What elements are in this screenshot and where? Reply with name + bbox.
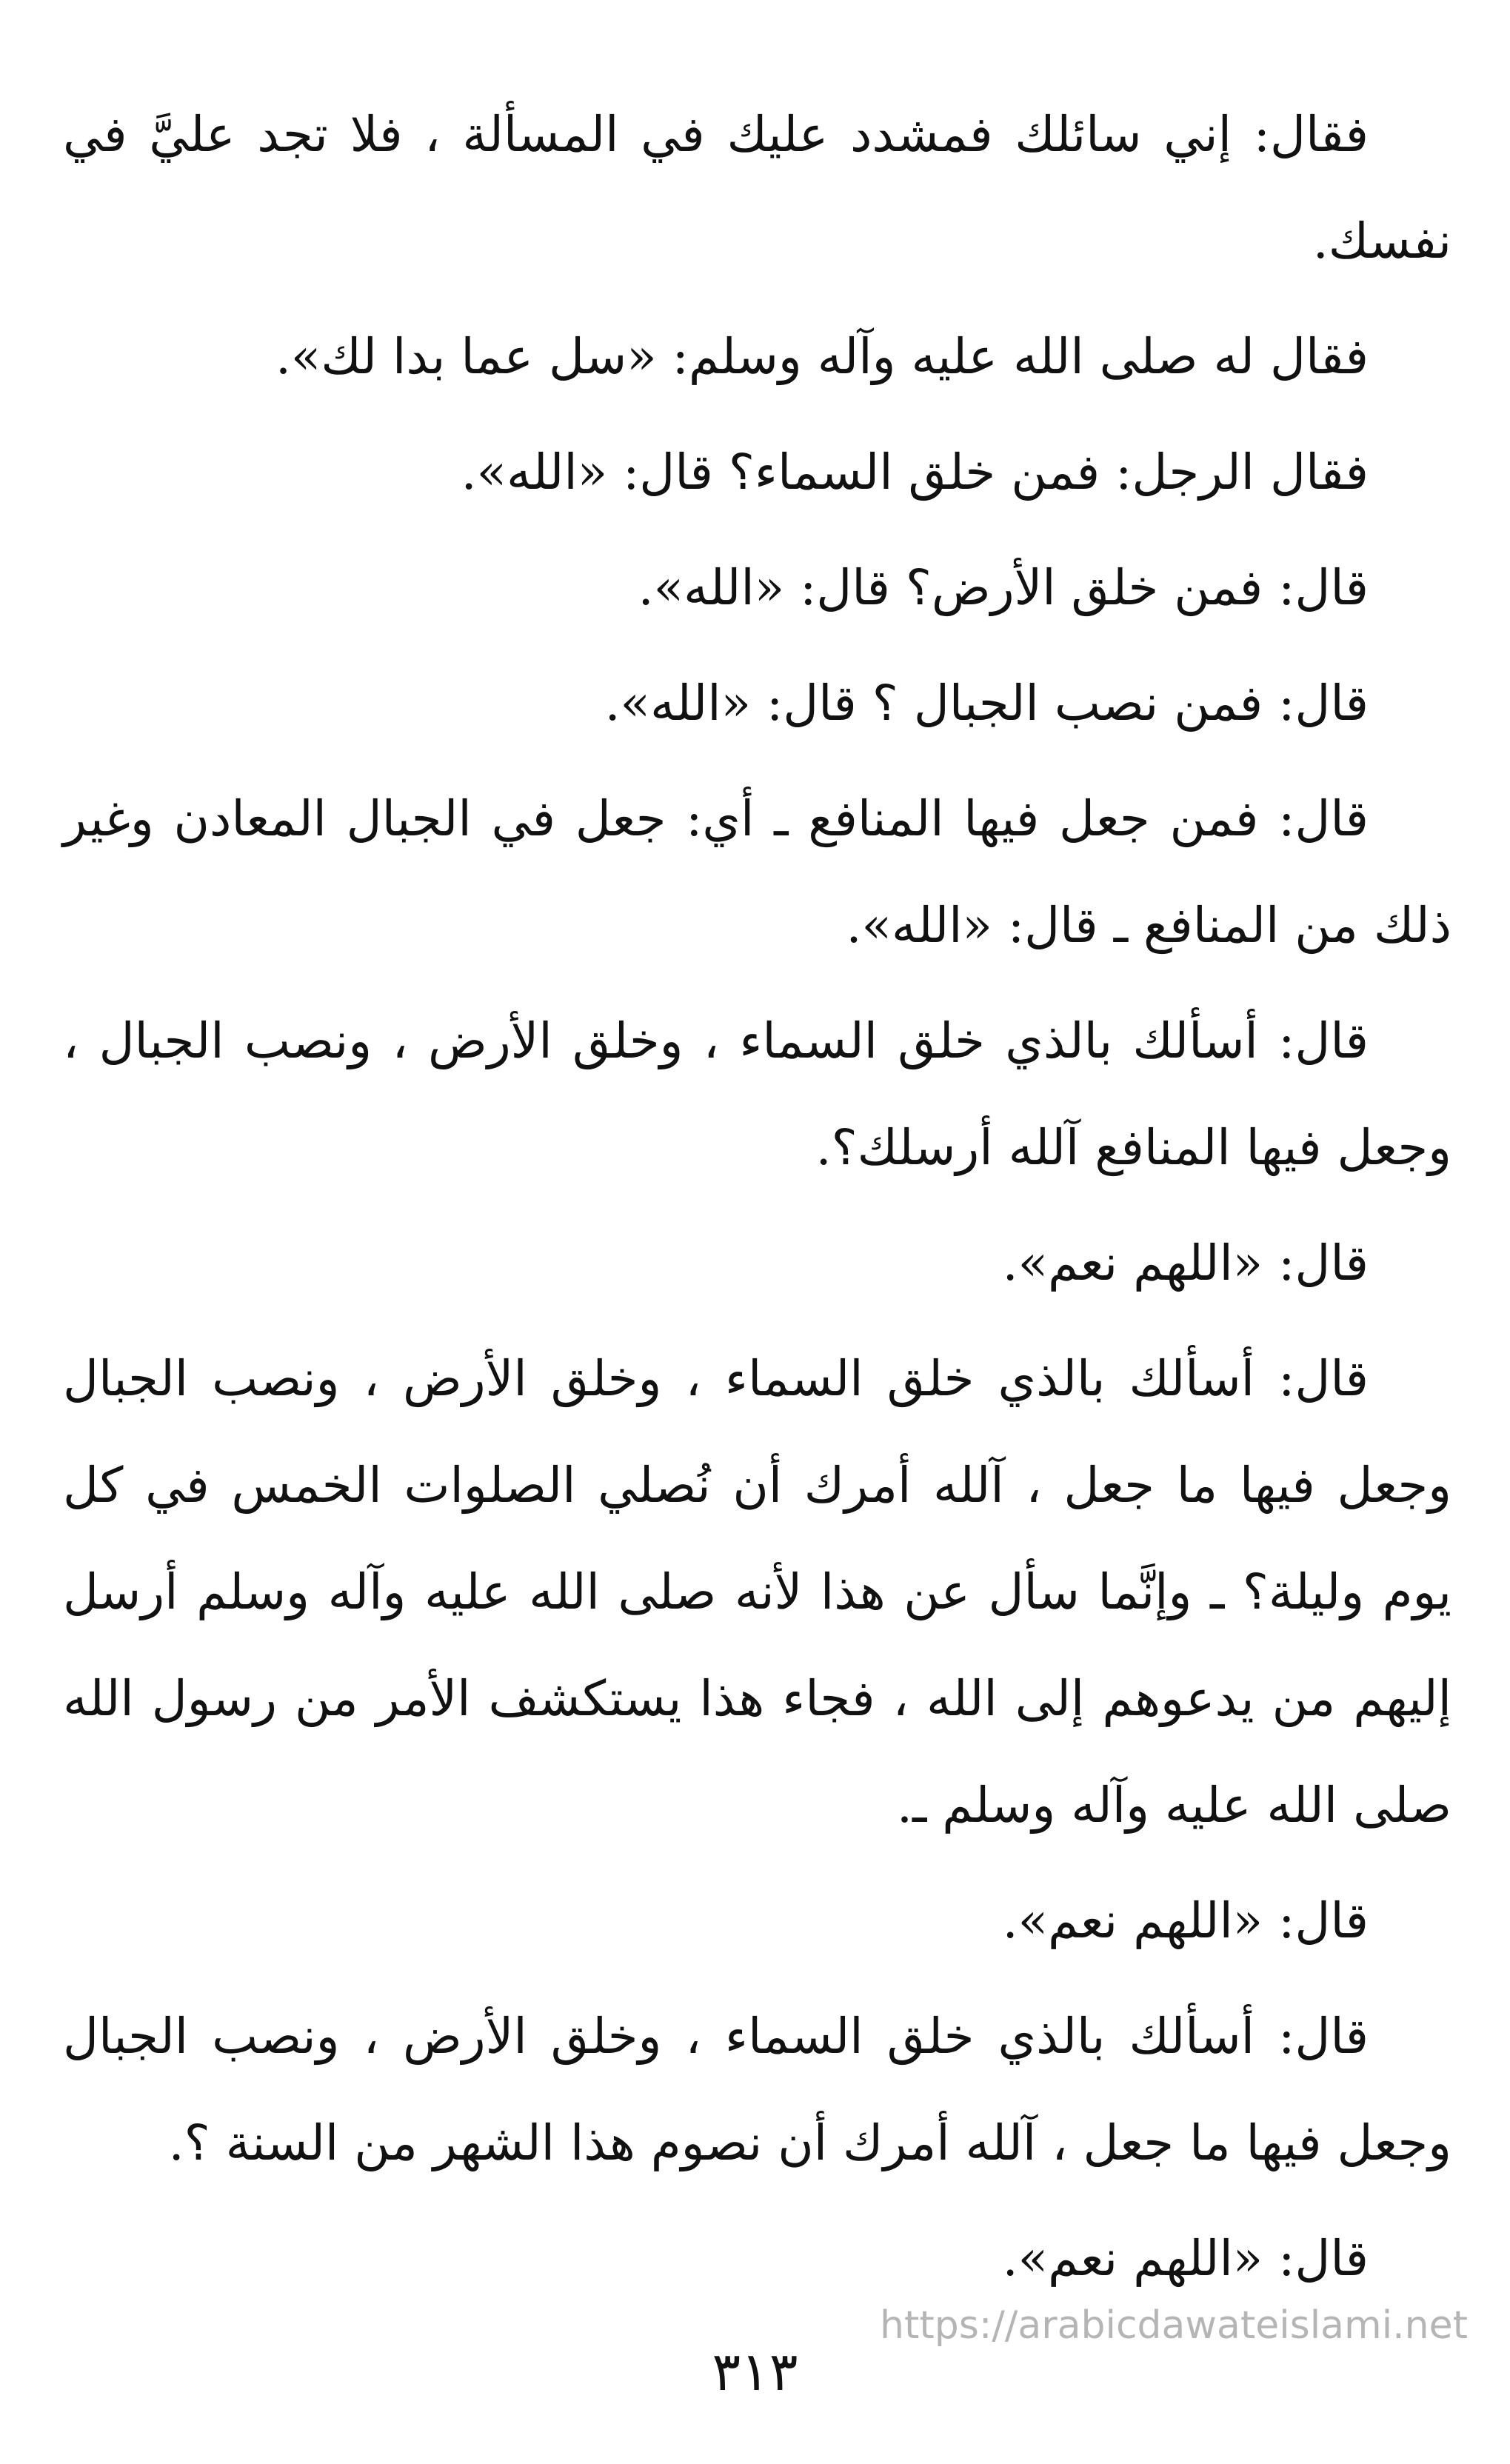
paragraph: قال: أسألك بالذي خلق السماء ، وخلق الأرض ، ونصب الجبال وجعل فيها ما جعل ، آلله أمرك أن نصوم هذا الشهر من السنة ؟. [63, 2008, 1451, 2171]
paragraph: فقال الرجل: فمن خلق السماء؟ قال: «الله». [461, 444, 1369, 501]
paragraph: قال: أسألك بالذي خلق السماء ، وخلق الأرض ، ونصب الجبال وجعل فيها ما جعل ، آلله أمرك أن نُصلي الصلوات الخمس في كل يوم وليلة؟ ـ وإنَّما سأل عن هذا لأنه صلى الله عليه وآله وسلم أرسل إليهم من يدعوهم إلى الله ، فجاء هذا يستكشف الأمر من رسول الله صلى الله عليه وآله وسلم ـ. [63, 1350, 1451, 1834]
watermark-url: https://arabicdawateislami.net [880, 2303, 1469, 2348]
paragraph: قال: «اللهم نعم». [1002, 1892, 1369, 1949]
paragraph: قال: «اللهم نعم». [1002, 1235, 1369, 1292]
paragraph: قال: فمن نصب الجبال ؟ قال: «الله». [604, 675, 1369, 732]
paragraph: قال: فمن جعل فيها المنافع ـ أي: جعل في الجبال المعادن وغير ذلك من المنافع ـ قال: «الله». [63, 790, 1451, 954]
page-number: ٣١٣ [712, 2340, 798, 2403]
paragraph: قال: أسألك بالذي خلق السماء ، وخلق الأرض ، ونصب الجبال ، وجعل فيها المنافع آلله أرسلك؟. [63, 1012, 1451, 1176]
paragraph: قال: فمن خلق الأرض؟ قال: «الله». [638, 559, 1369, 616]
paragraph: قال: «اللهم نعم». [1002, 2230, 1369, 2287]
paragraph: فقال: إني سائلك فمشدد عليك في المسألة ، فلا تجد عليَّ في نفسك. [63, 106, 1451, 270]
body-text [63, 81, 1451, 2321]
paragraph: فقال له صلى الله عليه وآله وسلم: «سل عما بدا لك». [275, 328, 1369, 385]
